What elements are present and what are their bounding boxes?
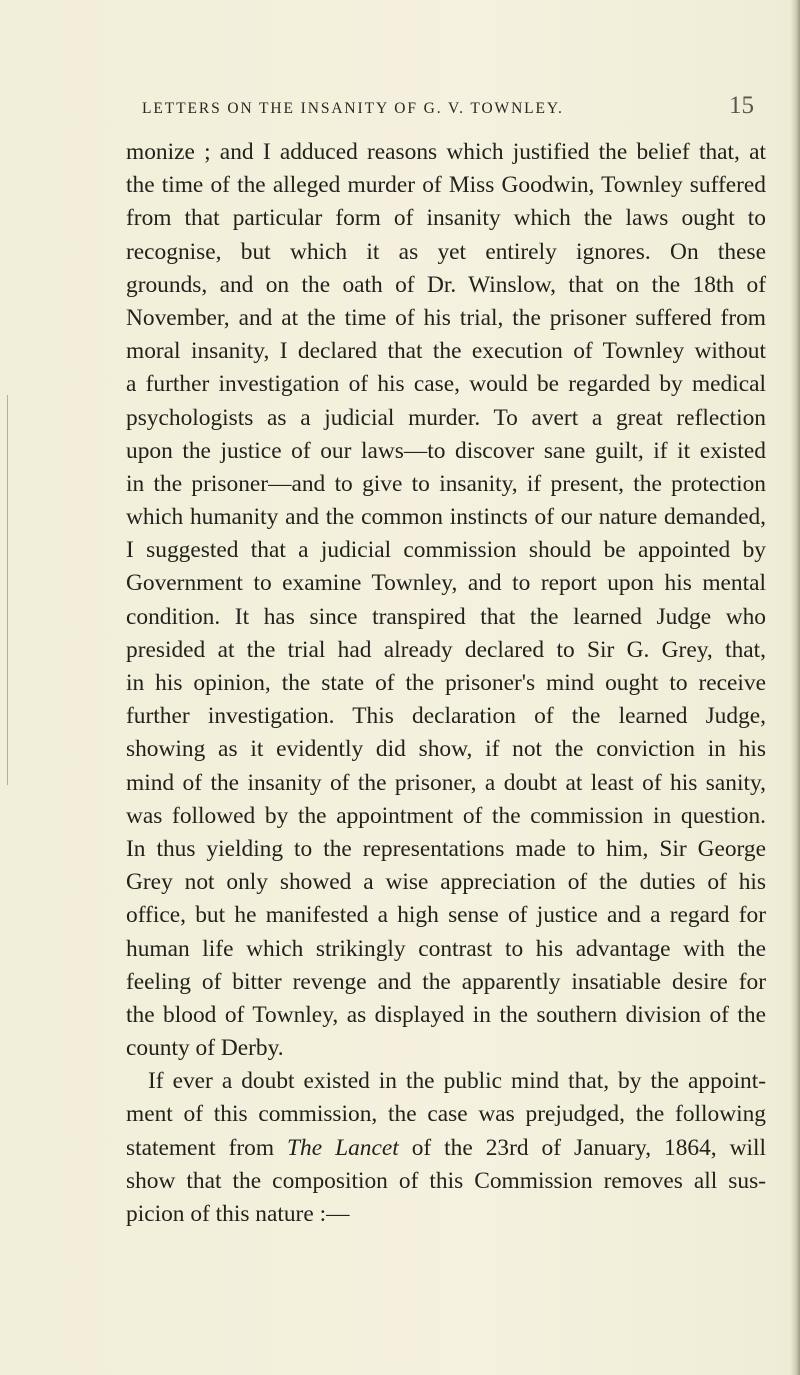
text-line-final: picion of this nature :—	[126, 1201, 350, 1227]
text-line: the time of the alleged murder of Miss Goodwin, Townley suffered	[126, 172, 766, 199]
running-head	[142, 88, 754, 128]
text-line: further investigation. This declaration of the learned Judge,	[126, 703, 766, 730]
running-head-title: LETTERS ON THE INSANITY OF G. V. TOWNLEY.	[142, 100, 564, 117]
text-line: November, and at the time of his trial, the prisoner suffered from	[126, 304, 766, 331]
text-line: was followed by the appointment of the commission in question.	[126, 802, 766, 829]
text-line-paragraph-end: county of Derby.	[126, 1035, 284, 1062]
text-line: showing as it evidently did show, if not the conviction in his	[126, 736, 766, 763]
text-line: a further investigation of his case, would be regarded by medical	[126, 371, 766, 398]
text-line: presided at the trial had already declared to Sir G. Grey, that,	[126, 636, 766, 663]
text-line: ment of this commission, the case was prejudged, the following	[126, 1101, 766, 1128]
text-line: office, but he manifested a high sense of justice and a regard for	[126, 902, 766, 929]
text-line: In thus yielding to the representations made to him, Sir George	[126, 835, 766, 862]
text-line: psychologists as a judicial murder. To avert a great reflection	[126, 404, 766, 431]
text-line: human life which strikingly contrast to his advantage with the	[126, 935, 766, 962]
text-line: in the prisoner—and to give to insanity, if present, the protection	[126, 470, 766, 497]
text-line: condition. It has since transpired that the learned Judge who	[126, 603, 766, 630]
text-line: feeling of bitter revenge and the apparently insatiable desire for	[126, 968, 766, 995]
page-number: 15	[729, 92, 754, 119]
text-line-with-italic	[126, 1132, 766, 1165]
page-right-edge-shadow	[790, 0, 800, 1375]
text-line: in his opinion, the state of the prisoner's mind ought to receive	[126, 670, 766, 696]
italic-journal-title: The Lancet	[287, 1134, 399, 1161]
text-line: I suggested that a judicial commission should be appointed by	[126, 537, 766, 564]
text-line: monize ; and I adduced reasons which justified the belief that, at	[126, 139, 766, 165]
text-line: Grey not only showed a wise appreciation of the duties of his	[126, 869, 766, 896]
page-left-edge	[7, 395, 8, 785]
text-segment: statement from	[126, 1134, 288, 1161]
text-line: mind of the insanity of the prisoner, a doubt at least of his sanity,	[126, 769, 766, 796]
text-segment: of the 23rd of January, 1864, will	[398, 1134, 766, 1161]
text-line: show that the composition of this Commission removes all sus-	[126, 1167, 766, 1194]
text-line: Government to examine Townley, and to report upon his mental	[126, 570, 766, 597]
text-line-paragraph-start: If ever a doubt existed in the public mind that, by the appoint-	[148, 1068, 766, 1095]
text-line: which humanity and the common instincts of our nature demanded,	[126, 504, 766, 531]
text-line: from that particular form of insanity which the laws ought to	[126, 205, 766, 232]
text-line: upon the justice of our laws—to discover sane guilt, if it existed	[126, 437, 766, 464]
body-text	[126, 136, 766, 1231]
text-line: the blood of Townley, as displayed in the southern division of the	[126, 1001, 766, 1028]
text-line: grounds, and on the oath of Dr. Winslow, that on the 18th of	[126, 271, 766, 298]
text-line: recognise, but which it as yet entirely ignores. On these	[126, 238, 766, 265]
text-line: moral insanity, I declared that the execution of Townley without	[126, 338, 766, 365]
